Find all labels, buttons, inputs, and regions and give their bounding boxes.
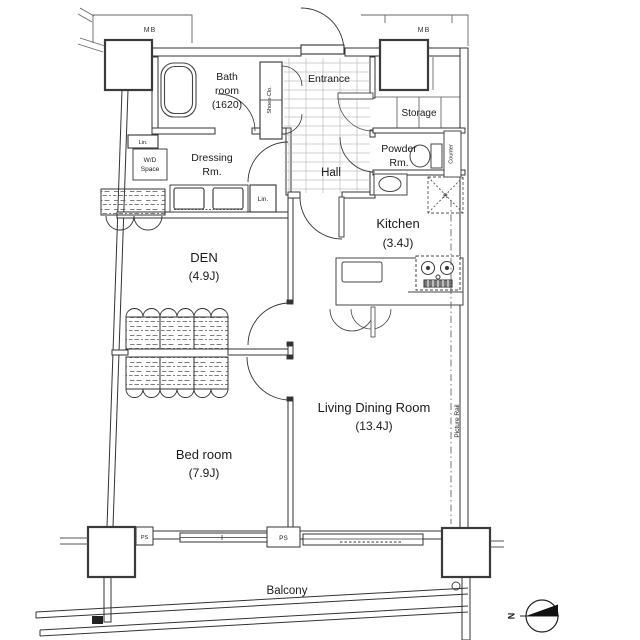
north-compass <box>506 600 559 632</box>
entrance-label: Entrance <box>307 73 351 85</box>
ps-left-label: PS <box>140 535 149 541</box>
counter-stool-arcs <box>330 309 391 331</box>
hall-label: Hall <box>321 167 341 179</box>
bedroom-label <box>176 447 232 480</box>
vanity-basin-right <box>213 188 243 209</box>
pillar-bottom-left <box>88 527 135 577</box>
living-dining-label <box>318 400 431 433</box>
mb-left-label: MB <box>143 27 157 34</box>
kitchen-label <box>376 216 419 250</box>
svg-text:Kitchen: Kitchen <box>376 216 420 231</box>
dressing-door-arc <box>248 142 288 182</box>
svg-text:(13.4J): (13.4J) <box>355 419 393 433</box>
svg-text:Bed room: Bed room <box>175 447 233 462</box>
bedroom-window <box>180 533 267 542</box>
bedroom-door-arc <box>247 357 290 400</box>
living-window <box>303 534 423 545</box>
svg-text:Living Dining Room: Living Dining Room <box>317 400 431 415</box>
mb-right-label: MB <box>417 27 431 34</box>
linen-upper-label: Lin. <box>138 140 148 146</box>
picture-rail-label: Picture Rail <box>454 404 461 438</box>
wd-space-box <box>133 149 167 180</box>
pillar-top-left <box>105 40 152 90</box>
svg-text:Space: Space <box>140 166 160 173</box>
bathroom-fixtures <box>161 63 255 131</box>
closet-block <box>126 309 228 398</box>
balcony-railing <box>36 588 468 636</box>
north-label: N <box>506 612 517 620</box>
linen-lower-label: Lin. <box>257 196 269 203</box>
svg-text:room: room <box>215 85 239 97</box>
storage-label: Storage <box>401 108 437 119</box>
svg-text:Bath: Bath <box>216 71 238 83</box>
kitchen-sink-icon <box>342 262 382 282</box>
entrance-door <box>301 8 344 54</box>
bathroom-label <box>212 71 242 111</box>
balcony-label: Balcony <box>266 585 308 597</box>
entrance-door-leaf <box>301 45 344 54</box>
pillar-bottom-right <box>442 528 490 577</box>
svg-text:Dressing: Dressing <box>191 152 233 164</box>
den-closet <box>101 189 165 230</box>
shoes-closet-label: Shoes-Clo. <box>267 86 273 114</box>
svg-text:Rm.: Rm. <box>202 166 222 178</box>
svg-text:(1620): (1620) <box>211 99 243 111</box>
vanity-basin-left <box>174 188 204 209</box>
svg-text:DEN: DEN <box>190 250 218 265</box>
svg-text:(7.9J): (7.9J) <box>188 466 220 480</box>
ps-right-label: PS <box>279 535 288 542</box>
svg-text:W/D: W/D <box>143 157 157 164</box>
counter-label: Counter <box>448 144 455 164</box>
svg-text:(4.9J): (4.9J) <box>188 269 220 283</box>
refrigerator-label: R <box>443 193 448 200</box>
living-door-leaf <box>339 197 344 237</box>
toilet-tank <box>431 144 442 168</box>
washbasin-icon <box>379 177 401 192</box>
storage-door-leaf <box>338 93 373 99</box>
svg-text:(3.4J): (3.4J) <box>382 236 414 250</box>
den-door-arc <box>248 303 290 345</box>
kitchen-fixtures <box>330 256 463 337</box>
svg-text:Rm.: Rm. <box>389 157 409 169</box>
pillar-top-right <box>380 40 428 90</box>
svg-text:Powder: Powder <box>381 143 417 155</box>
den-label <box>189 250 220 283</box>
living-door-arc <box>300 197 342 239</box>
dressing-label <box>191 152 233 178</box>
